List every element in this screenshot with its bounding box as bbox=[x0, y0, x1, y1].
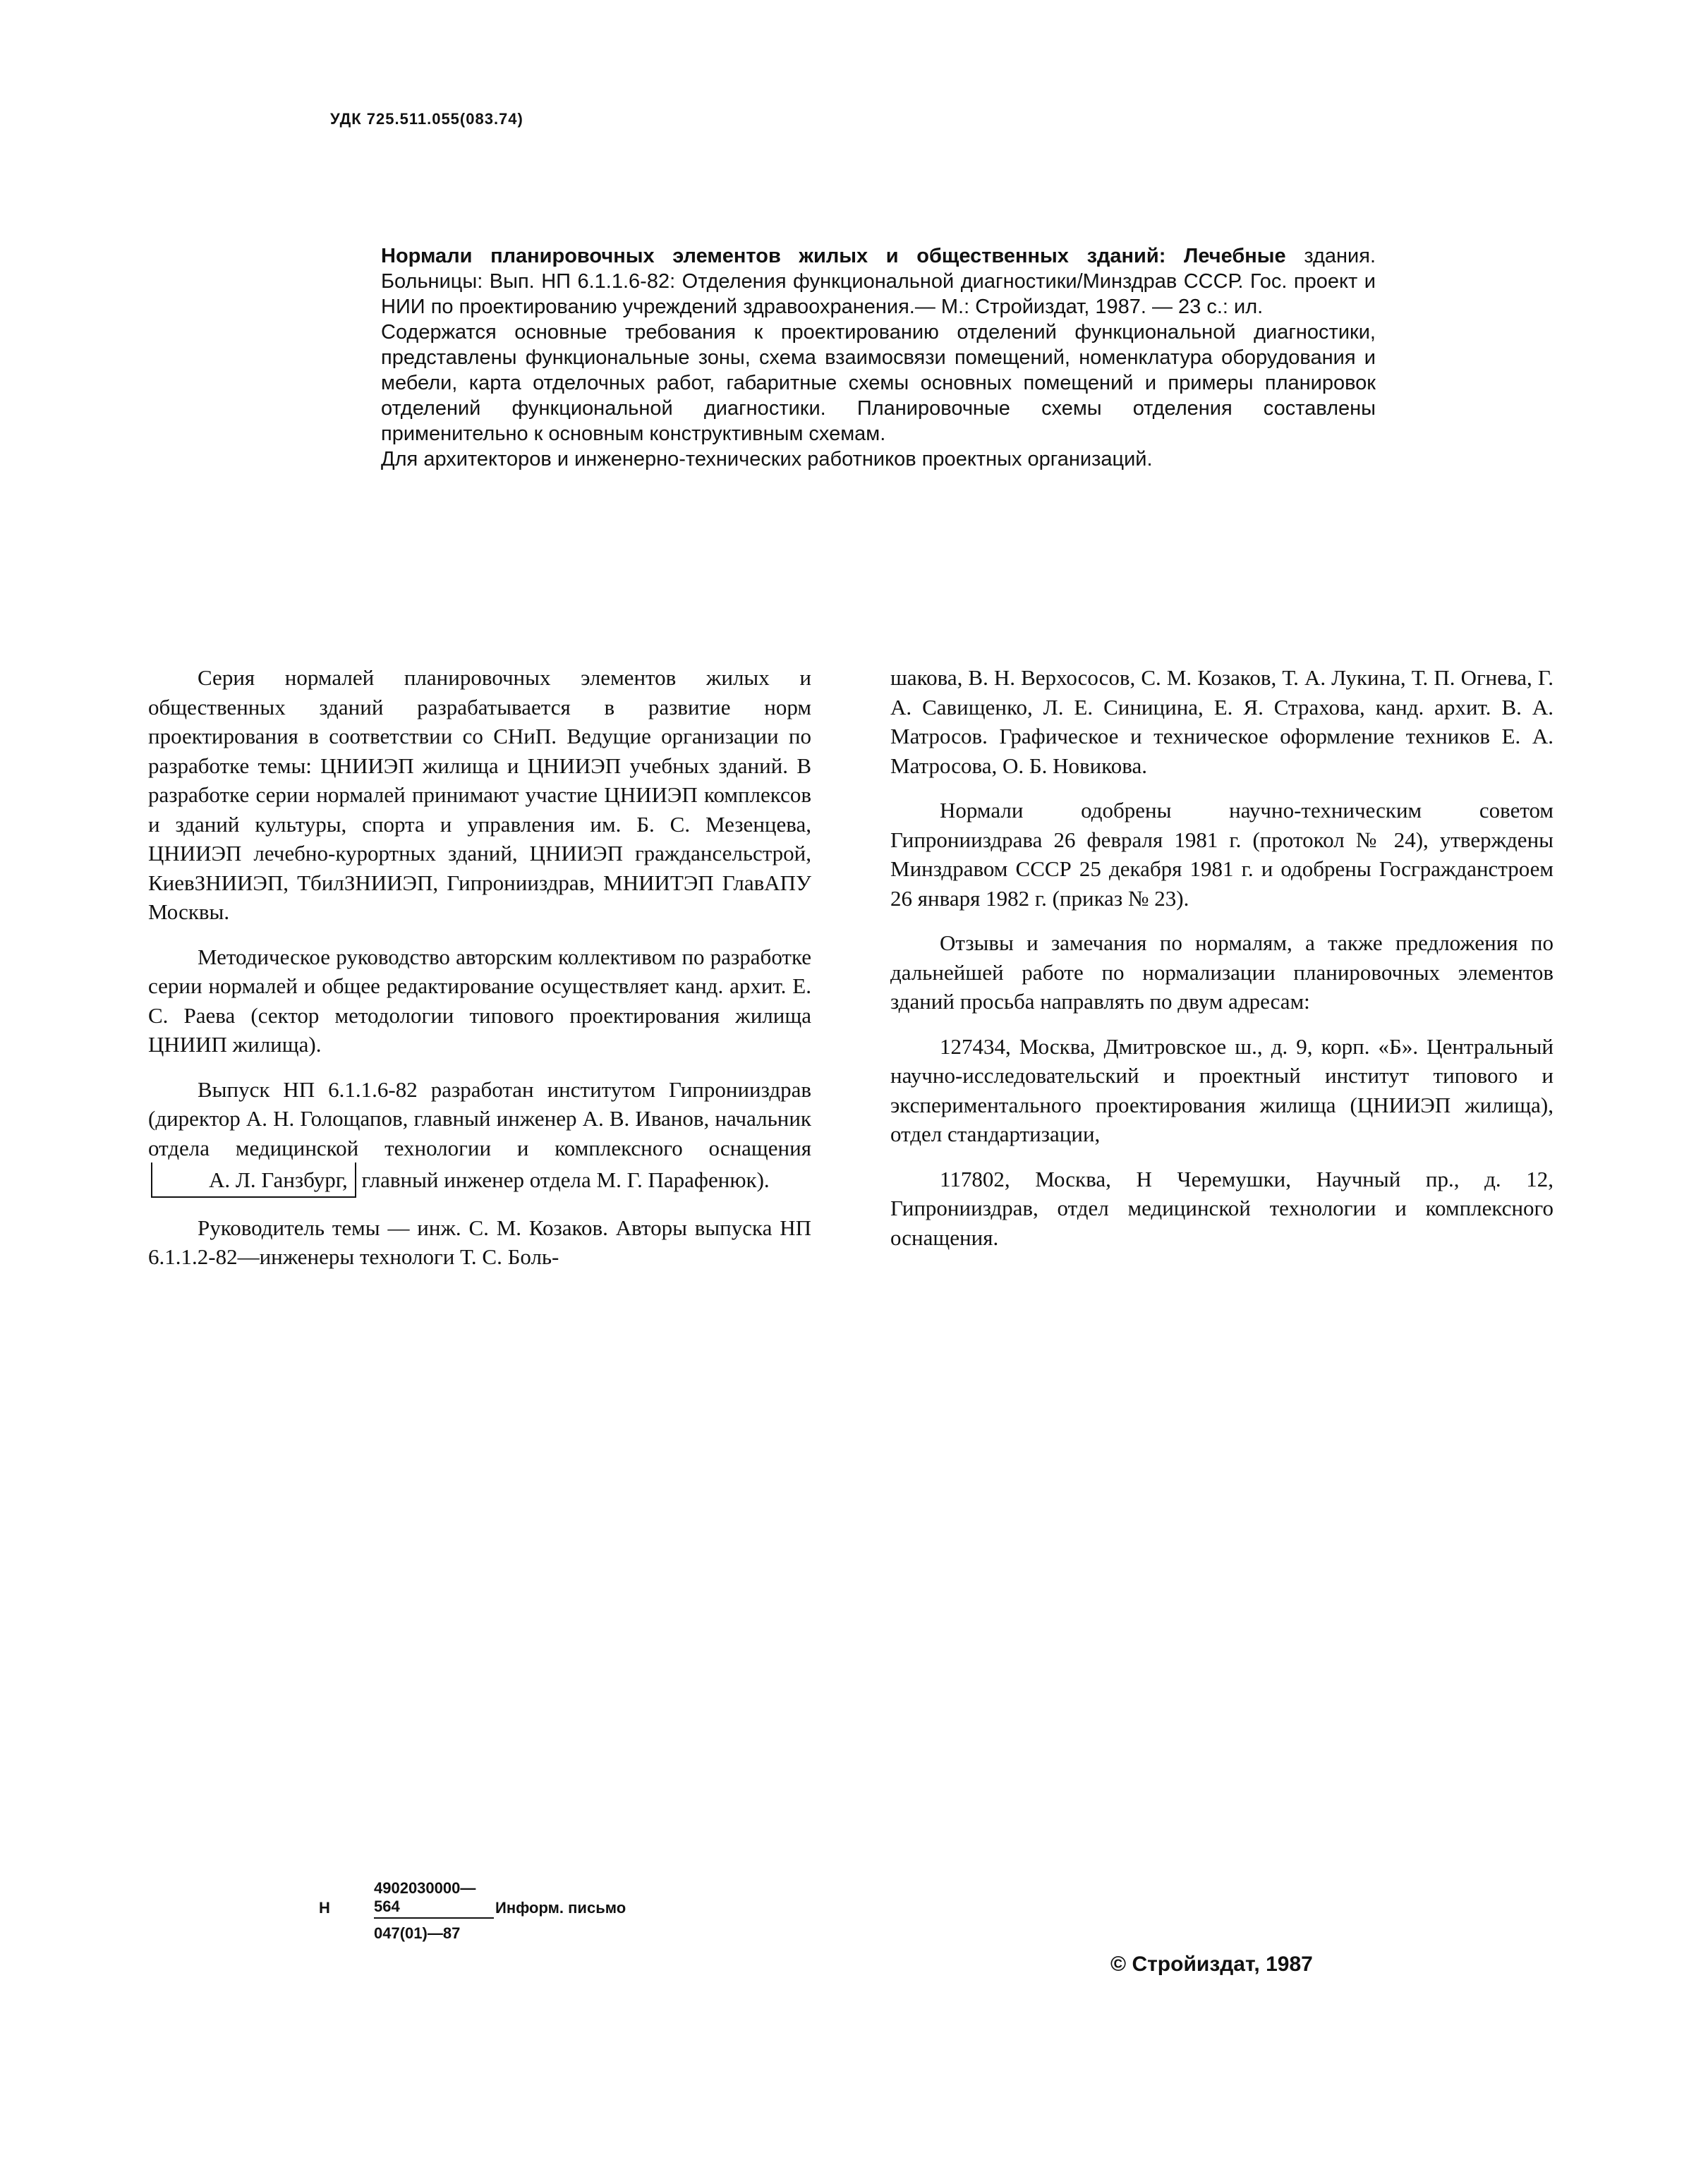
paragraph-address-1: 127434, Москва, Дмитровское ш., д. 9, корп. «Б». Центральный научно-исследовательский и проектный институт типового и экспериментального проектирования жилища (ЦНИИЭП жилища), отдел стандартизации, bbox=[890, 1033, 1553, 1146]
issue-authors-start: Выпуск НП 6.1.1.6-82 разработан институтом Гипронииздрав (директор А. Н. Голощапов, главный инженер А. В. Иванов, начальник отдела медицинской технологии и комплексного оснащения bbox=[148, 1076, 811, 1160]
issue-authors-end: главный инженер отдела М. Г. Парафенюк). bbox=[361, 1167, 770, 1192]
paragraph-methodology: Методическое руководство авторским коллективом по разработке серии нормалей и общее редактирование осуществляет канд. архит. Е. С. Раева (сектор методологии типового проектирования жилища ЦНИИП жилища). bbox=[148, 944, 811, 1057]
paragraph-address-2: 117802, Москва, Н Черемушки, Научный пр., д. 12, Гипронииздрав, отдел медицинской технологии и комплексного оснащения. bbox=[890, 1166, 1553, 1250]
annotation-title: Нормали планировочных элементов жилых и общественных зданий: Лечебные bbox=[381, 245, 1286, 267]
paragraph-approval: Нормали одобрены научно-техническим советом Гипронииздрава 26 февраля 1981 г. (протокол № 24), утверждены Минздравом СССР 25 декабря 1981 г. и одобрены Госгражданстроем 26 января 1982 г. (приказ № 23). bbox=[890, 798, 1553, 911]
bibliographic-annotation bbox=[381, 243, 1376, 472]
imprint-prefix: Н bbox=[319, 1899, 330, 1917]
udk-code: УДК 725.511.055(083.74) bbox=[330, 110, 523, 128]
paragraph-issue-authors bbox=[148, 1075, 811, 1198]
imprint-denominator: 047(01)—87 bbox=[374, 1924, 461, 1942]
paragraph-feedback: Отзывы и замечания по нормалям, а также предложения по дальнейшей работе по нормализации планировочных элементов зданий просьба направлять по двум адресам: bbox=[890, 930, 1553, 1014]
paragraph-lead: Руководитель темы — инж. С. М. Козаков. Авторы выпуска НП 6.1.1.2-82—инженеры технологи Т. С. Боль- bbox=[148, 1215, 811, 1269]
right-column bbox=[890, 663, 1553, 1268]
annotation-summary: Содержатся основные требования к проектированию отделений функциональной диагностики, представлены функциональные зоны, схема взаимосвязи помещений, номенклатура оборудования и мебели, карта отделочных работ, габаритные схемы основных помещений и примеры планировок отделений функциональной диагностики. Планировочные схемы отделения составлены применительно к основным конструктивным схемам. bbox=[381, 321, 1376, 445]
imprint-numerator: 4902030000—564 bbox=[374, 1879, 494, 1919]
boxed-name: А. Л. Ганзбург, bbox=[151, 1163, 356, 1198]
paragraph-series: Серия нормалей планировочных элементов жилых и общественных зданий разрабатывается в развитие норм проектирования в соответствии со СНиП. Ведущие организации по разработке темы: ЦНИИЭП жилища и ЦНИИЭП учебных зданий. В разработке серии нормалей принимают участие ЦНИИЭП комплексов и зданий культуры, спорта и управления им. Б. С. Мезенцева, ЦНИИЭП лечебно-курортных зданий, ЦНИИЭП граждансельстрой, КиевЗНИИЭП, ТбилЗНИИЭП, Гипронииздрав, МНИИТЭП ГлавАПУ Москвы. bbox=[148, 665, 811, 924]
imprint-fraction bbox=[374, 1879, 494, 1943]
annotation-citation bbox=[381, 243, 1376, 320]
copyright-notice: © Стройиздат, 1987 bbox=[1110, 1953, 1313, 1976]
left-column bbox=[148, 663, 811, 1287]
imprint-label: Информ. письмо bbox=[495, 1899, 626, 1917]
paragraph-authors-cont: шакова, В. Н. Верхососов, С. М. Козаков, Т. А. Лукина, Т. П. Огнева, Г. А. Савищенко, Л. Е. Синицина, Е. Я. Страхова, канд. архит. В. А. Матросов. Графическое и техническое оформление техников Е. А. Матросова, О. Б. Новикова. bbox=[890, 665, 1553, 778]
annotation-citation-rest: здания. Больницы: Вып. НП 6.1.1.6-82: Отделения функциональной диагностики/Минздрав СССР. Гос. проект и НИИ по проектированию учреждений здравоохранения.— М.: Стройиздат, 1987. — 23 с.: ил. bbox=[381, 245, 1376, 318]
annotation-audience: Для архитекторов и инженерно-технических работников проектных организаций. bbox=[381, 448, 1153, 471]
